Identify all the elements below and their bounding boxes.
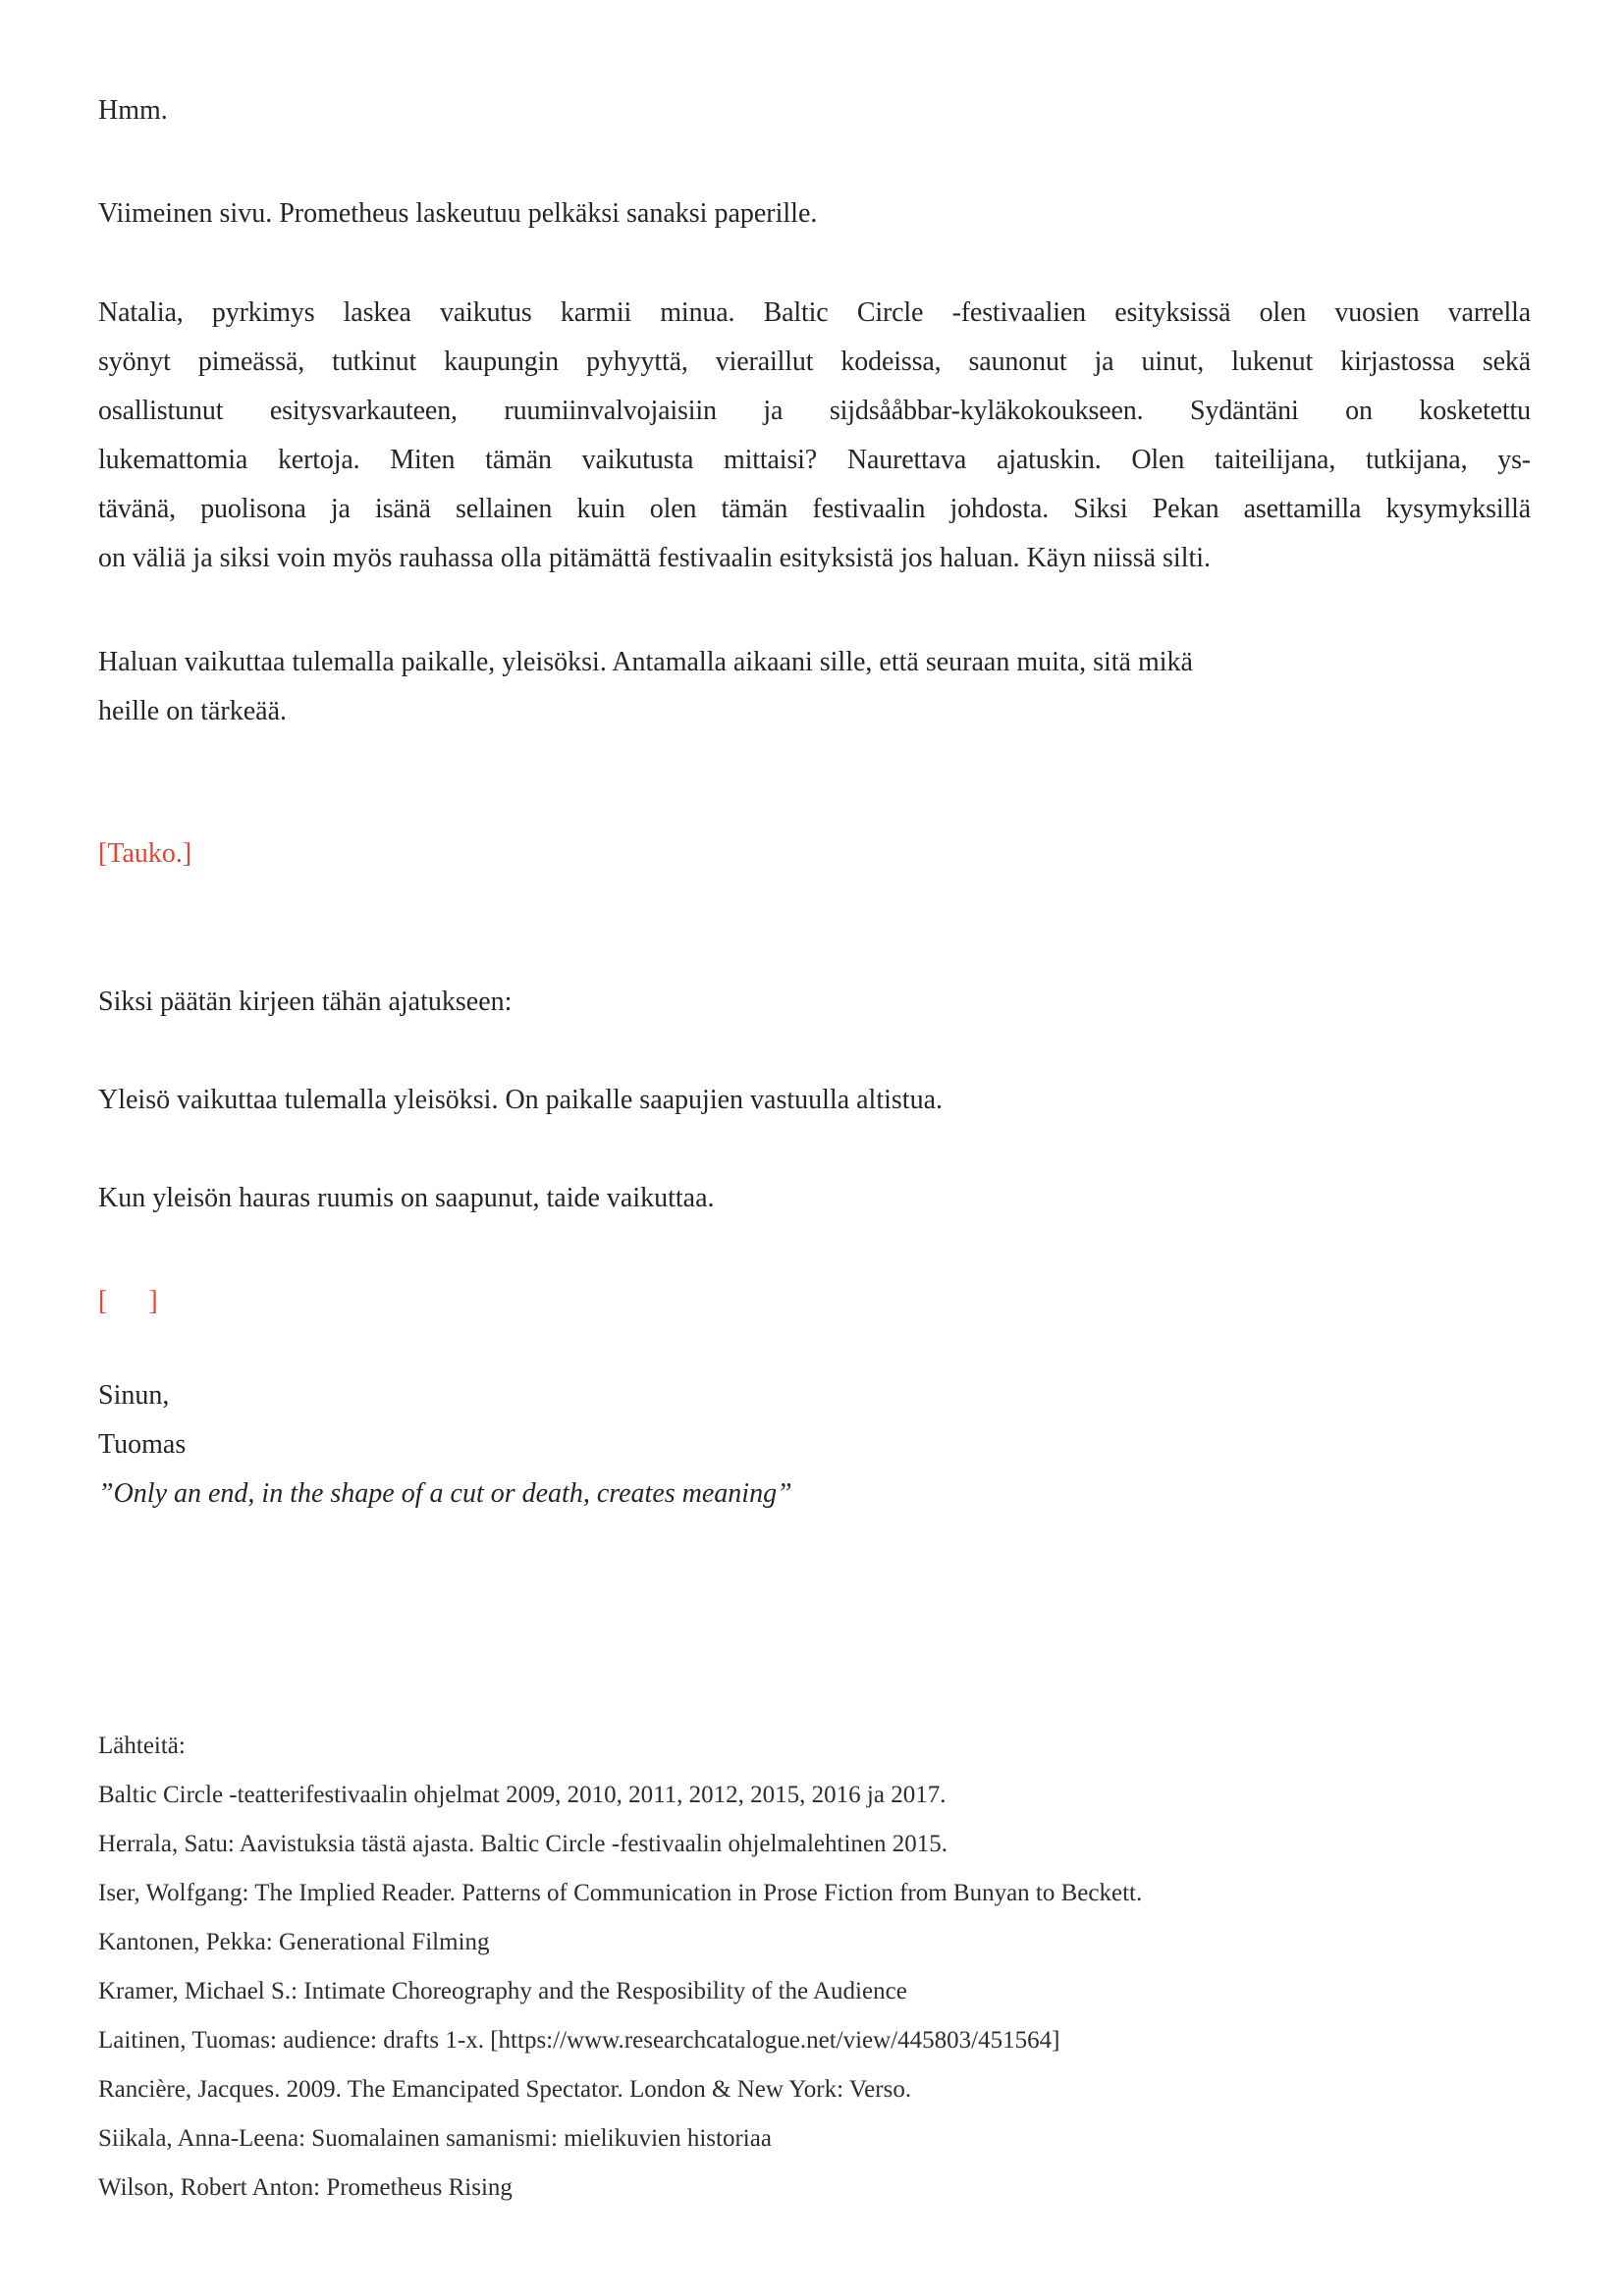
paragraph-line: syönyt pimeässä, tutkinut kaupungin pyhyyttä, vieraillut kodeissa, saunonut ja uinut, lukenut kirjastossa sekä: [98, 347, 1531, 377]
reference-item: Iser, Wolfgang: The Implied Reader. Patterns of Communication in Prose Fiction from Bunyan to Beckett.: [98, 1880, 1143, 1906]
reference-item: Siikala, Anna-Leena: Suomalainen samanismi: mielikuvien historiaa: [98, 2125, 772, 2152]
paragraph-line: lukemattomia kertoja. Miten tämän vaikutusta mittaisi? Naurettava ajatuskin. Olen taiteilijana, tutkijana, ys-: [98, 445, 1531, 475]
paragraph-hmm: Hmm.: [98, 95, 168, 126]
closing-quote: ”Only an end, in the shape of a cut or death, creates meaning”: [98, 1478, 792, 1509]
paragraph-closing-thought: Siksi päätän kirjeen tähän ajatukseen:: [98, 987, 513, 1017]
paragraph-natalia: [98, 289, 1531, 583]
reference-item: Laitinen, Tuomas: audience: drafts 1-x. [https://www.researchcatalogue.net/view/445803/451564]: [98, 2027, 1060, 2054]
pause-marker: [Tauko.]: [98, 838, 192, 869]
reference-item: Rancière, Jacques. 2009. The Emancipated Spectator. London & New York: Verso.: [98, 2076, 912, 2103]
paragraph-line: on väliä ja siksi voin myös rauhassa olla pitämättä festivaalin esityksistä jos haluan. Käyn niissä silti.: [98, 543, 1212, 573]
reference-item: Kantonen, Pekka: Generational Filming: [98, 1929, 490, 1955]
paragraph-line: heille on tärkeää.: [98, 696, 288, 726]
reference-item: Kramer, Michael S.: Intimate Choreography and the Resposibility of the Audience: [98, 1978, 907, 2004]
paragraph-kun-yleison: Kun yleisön hauras ruumis on saapunut, taide vaikuttaa.: [98, 1183, 715, 1213]
signature-name: Tuomas: [98, 1429, 187, 1460]
paragraph-line: Haluan vaikuttaa tulemalla paikalle, yleisöksi. Antamalla aikaani sille, että seuraan muita, sitä mikä: [98, 647, 1193, 677]
references-heading: Lähteitä:: [98, 1733, 186, 1759]
paragraph-last-page: Viimeinen sivu. Prometheus laskeutuu pelkäksi sanaksi paperille.: [98, 198, 818, 229]
signoff: Sinun,: [98, 1380, 170, 1411]
paragraph-line: tävänä, puolisona ja isänä sellainen kuin olen tämän festivaalin johdosta. Siksi Pekan asettamilla kysymyksillä: [98, 494, 1531, 524]
reference-item: Herrala, Satu: Aavistuksia tästä ajasta. Baltic Circle -festivaalin ohjelmalehtinen 2015.: [98, 1831, 948, 1857]
paragraph-haluan: [98, 638, 1531, 736]
reference-item: Baltic Circle -teatterifestivaalin ohjelmat 2009, 2010, 2011, 2012, 2015, 2016 ja 2017.: [98, 1782, 947, 1808]
signature-block: [98, 1371, 1531, 1519]
paragraph-line: osallistunut esitysvarkauteen, ruumiinvalvojaisiin ja sijdsååbbar-kyläkokoukseen. Sydäntäni on kosketettu: [98, 396, 1531, 426]
paragraph-yleiso: Yleisö vaikuttaa tulemalla yleisöksi. On paikalle saapujien vastuulla altistua.: [98, 1085, 944, 1115]
references-section: [98, 1722, 1531, 2213]
paragraph-line: Natalia, pyrkimys laskea vaikutus karmii minua. Baltic Circle -festivaalien esityksissä olen vuosien varrella: [98, 297, 1531, 328]
reference-item: Wilson, Robert Anton: Prometheus Rising: [98, 2174, 513, 2201]
empty-brackets-marker: [ ]: [98, 1286, 158, 1316]
